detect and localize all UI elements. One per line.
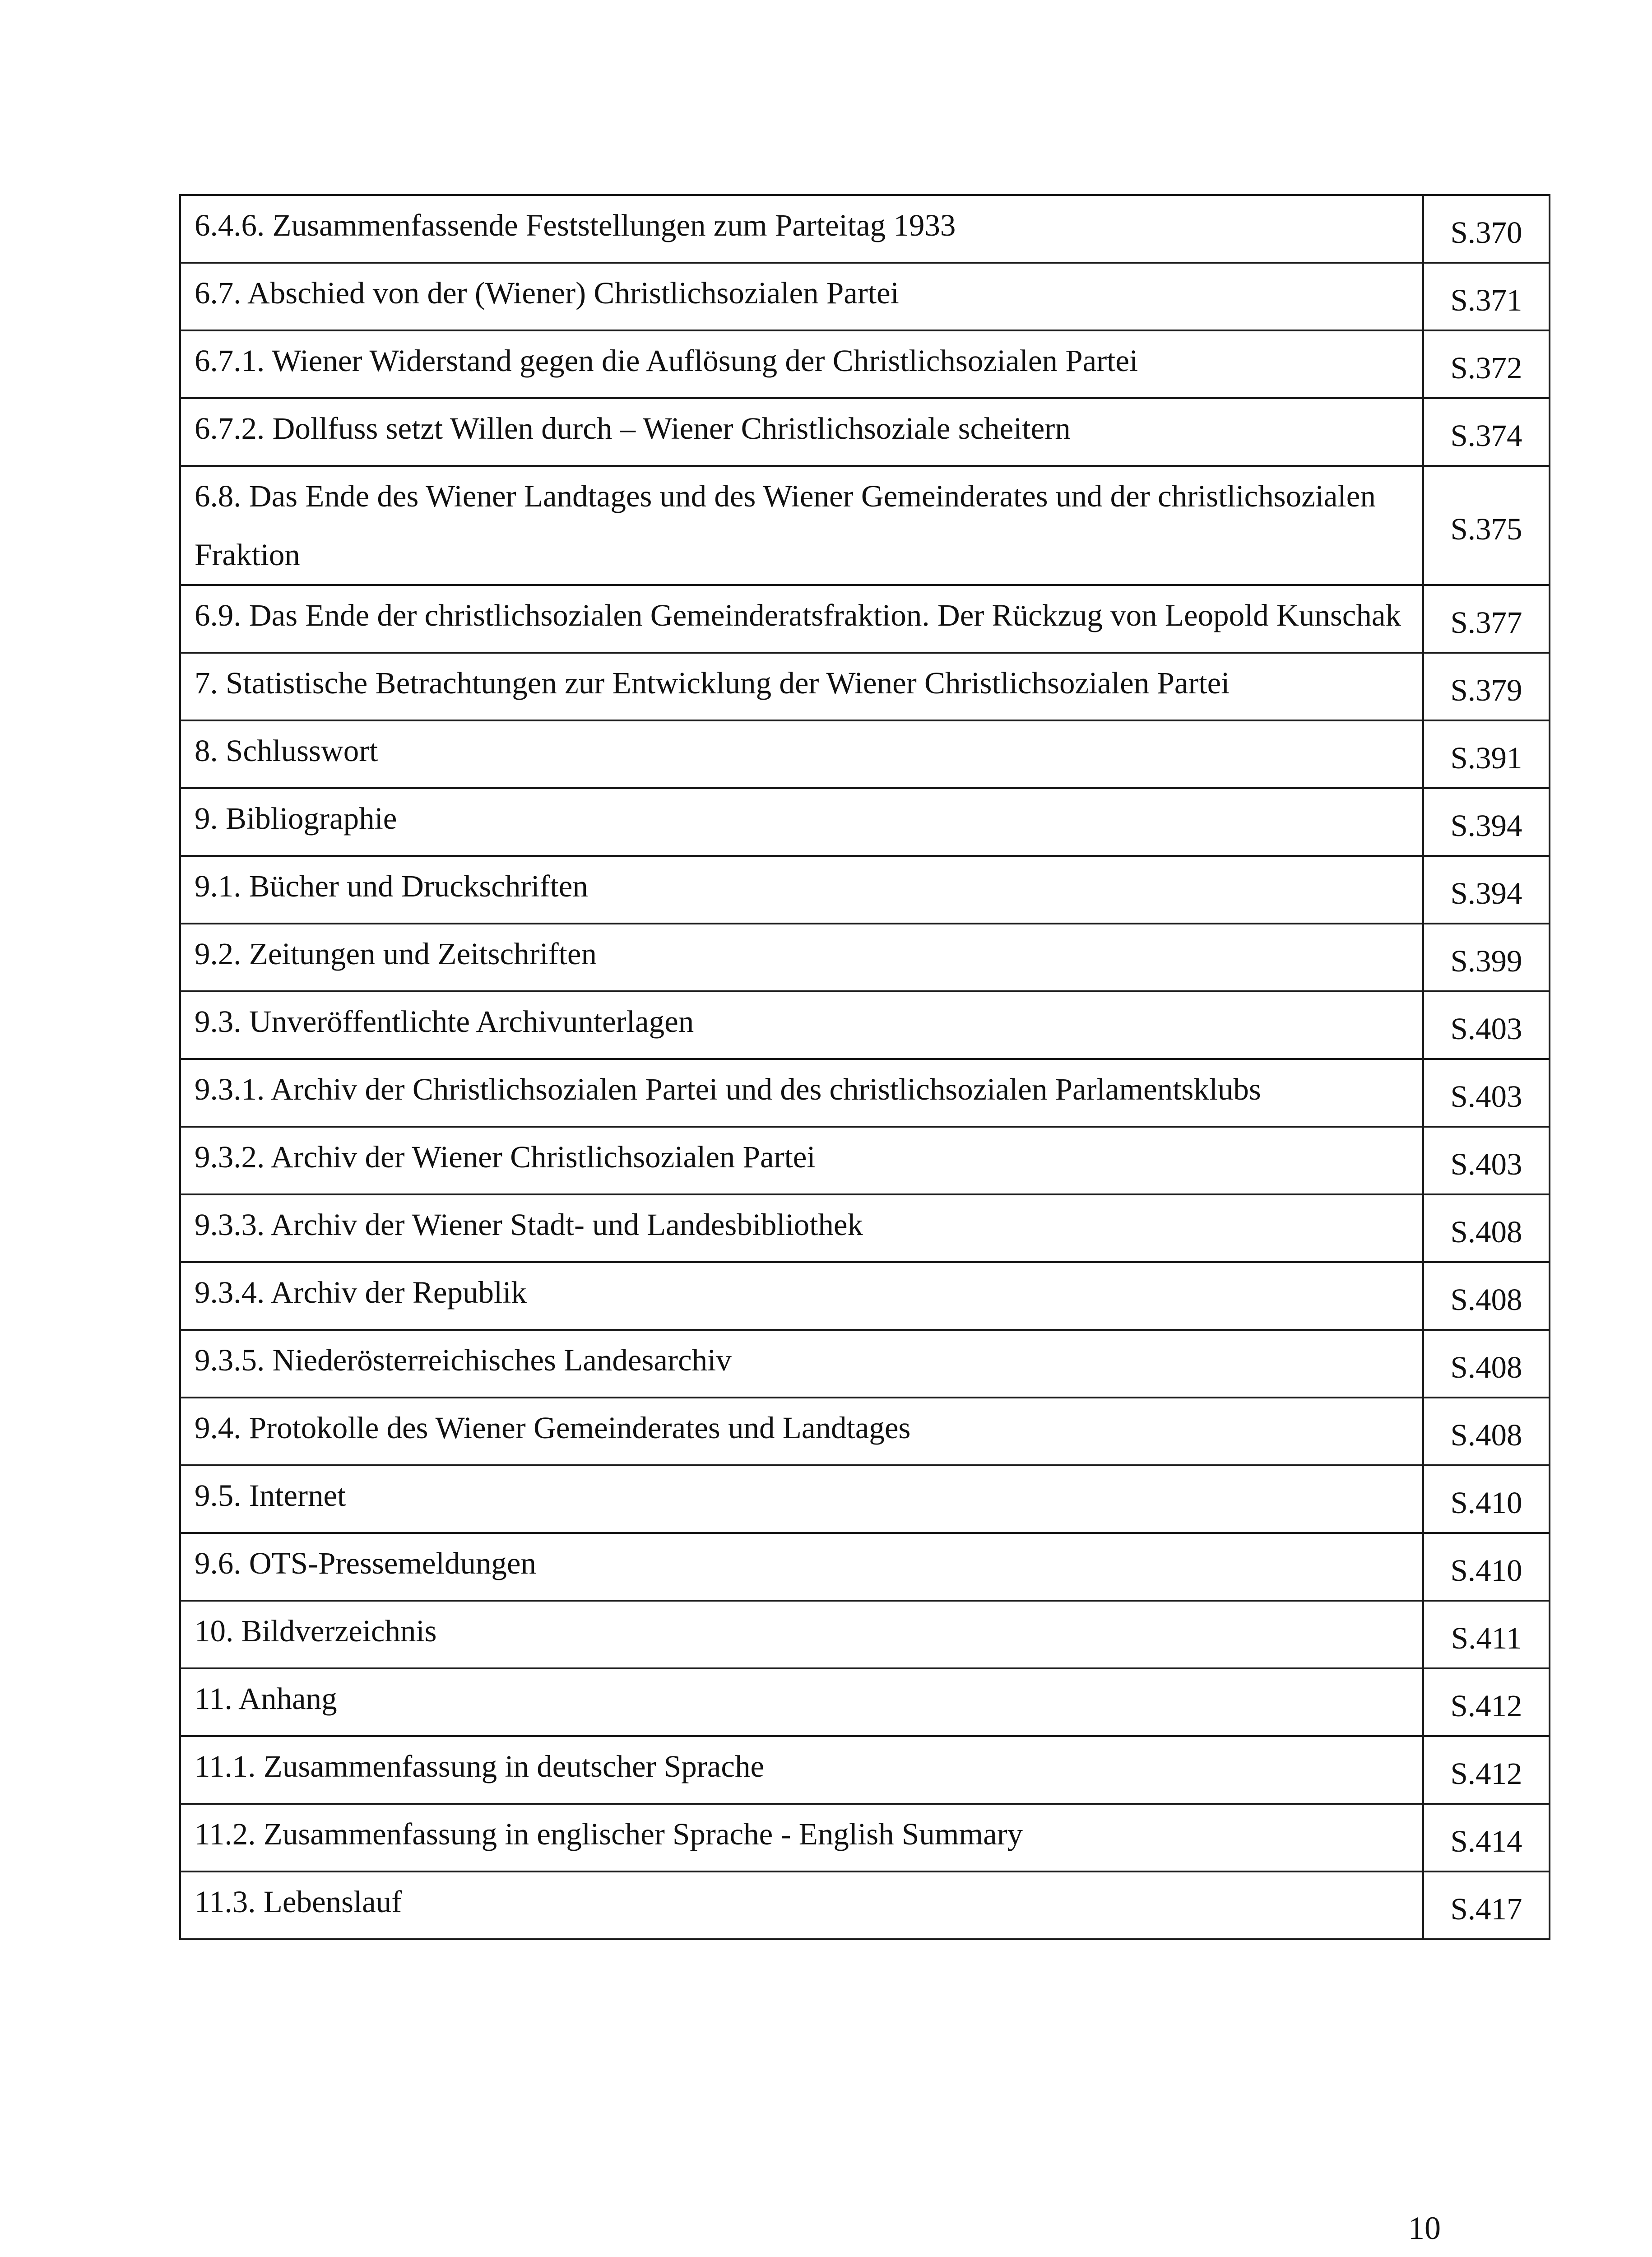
toc-row: [180, 1059, 1550, 1127]
toc-entry-title: 9.3.2. Archiv der Wiener Christlichsozialen Partei: [195, 1140, 816, 1174]
toc-row: [180, 924, 1550, 991]
toc-page-ref: S.377: [1423, 585, 1550, 653]
toc-entry-cell: [180, 330, 1423, 398]
toc-row: [180, 1872, 1550, 1939]
toc-page-ref: S.408: [1423, 1262, 1550, 1330]
toc-row: [180, 466, 1550, 585]
toc-row: [180, 1262, 1550, 1330]
toc-entry-title: 6.8. Das Ende des Wiener Landtages und des Wiener Gemeinderates und der christlichsozialen Fraktion: [195, 479, 1376, 572]
toc-entry-cell: [180, 924, 1423, 991]
toc-entry-title: 9.2. Zeitungen und Zeitschriften: [195, 937, 597, 971]
toc-entry-cell: [180, 653, 1423, 720]
toc-entry-cell: [180, 1330, 1423, 1398]
toc-entry-cell: [180, 466, 1423, 585]
toc-entry-title: 7. Statistische Betrachtungen zur Entwicklung der Wiener Christlichsozialen Partei: [195, 666, 1230, 700]
toc-entry-cell: [180, 1736, 1423, 1804]
toc-entry-title: 10. Bildverzeichnis: [195, 1614, 437, 1648]
toc-entry-cell: [180, 788, 1423, 856]
toc-entry-cell: [180, 1059, 1423, 1127]
toc-row: [180, 653, 1550, 720]
page-number: 10: [1408, 2210, 1441, 2246]
toc-row: [180, 1668, 1550, 1736]
toc-page-ref: S.417: [1423, 1872, 1550, 1939]
toc-entry-title: 11.2. Zusammenfassung in englischer Sprache - English Summary: [195, 1817, 1023, 1851]
toc-page-ref: S.412: [1423, 1668, 1550, 1736]
toc-entry-cell: [180, 1533, 1423, 1601]
toc-page-ref: S.371: [1423, 263, 1550, 330]
toc-entry-title: 11. Anhang: [195, 1681, 337, 1716]
toc-entry-title: 6.7.2. Dollfuss setzt Willen durch – Wiener Christlichsoziale scheitern: [195, 411, 1071, 446]
toc-row: [180, 788, 1550, 856]
toc-entry-title: 11.1. Zusammenfassung in deutscher Sprache: [195, 1749, 765, 1783]
toc-row: [180, 330, 1550, 398]
toc-row: [180, 991, 1550, 1059]
toc-page-ref: S.375: [1423, 466, 1550, 585]
toc-row: [180, 1736, 1550, 1804]
toc-entry-title: 8. Schlusswort: [195, 734, 378, 768]
toc-page-ref: S.379: [1423, 653, 1550, 720]
table-of-contents: [179, 194, 1550, 1940]
toc-page-ref: S.412: [1423, 1736, 1550, 1804]
toc-page-ref: S.410: [1423, 1533, 1550, 1601]
toc-page-ref: S.394: [1423, 788, 1550, 856]
toc-entry-title: 9.3. Unveröffentlichte Archivunterlagen: [195, 1004, 694, 1039]
toc-page-ref: S.391: [1423, 720, 1550, 788]
toc-row: [180, 1127, 1550, 1194]
toc-entry-cell: [180, 1194, 1423, 1262]
toc-row: [180, 856, 1550, 924]
toc-page-ref: S.374: [1423, 398, 1550, 466]
toc-page-ref: S.410: [1423, 1465, 1550, 1533]
toc-entry-title: 9.3.3. Archiv der Wiener Stadt- und Landesbibliothek: [195, 1207, 863, 1242]
toc-entry-cell: [180, 1804, 1423, 1872]
toc-entry-cell: [180, 720, 1423, 788]
toc-row: [180, 263, 1550, 330]
toc-row: [180, 720, 1550, 788]
toc-entry-title: 9.6. OTS-Pressemeldungen: [195, 1546, 536, 1580]
toc-entry-title: 9.3.5. Niederösterreichisches Landesarchiv: [195, 1343, 732, 1377]
toc-entry-title: 9.3.1. Archiv der Christlichsozialen Partei und des christlichsozialen Parlamentsklubs: [195, 1072, 1261, 1106]
toc-entry-title: 6.7.1. Wiener Widerstand gegen die Auflösung der Christlichsozialen Partei: [195, 344, 1138, 378]
toc-page-ref: S.372: [1423, 330, 1550, 398]
toc-entry-cell: [180, 1127, 1423, 1194]
toc-entry-cell: [180, 1601, 1423, 1668]
toc-entry-title: 6.9. Das Ende der christlichsozialen Gemeinderatsfraktion. Der Rückzug von Leopold Kunschak: [195, 598, 1401, 632]
toc-page-ref: S.408: [1423, 1194, 1550, 1262]
toc-entry-title: 9. Bibliographie: [195, 801, 397, 836]
toc-entry-title: 6.4.6. Zusammenfassende Feststellungen zum Parteitag 1933: [195, 208, 956, 242]
toc-page-ref: S.411: [1423, 1601, 1550, 1668]
toc-entry-title: 9.4. Protokolle des Wiener Gemeinderates und Landtages: [195, 1411, 911, 1445]
toc-page-ref: S.403: [1423, 1127, 1550, 1194]
toc-page-ref: S.403: [1423, 1059, 1550, 1127]
toc-row: [180, 398, 1550, 466]
toc-entry-cell: [180, 1872, 1423, 1939]
toc-page-ref: S.394: [1423, 856, 1550, 924]
toc-page-ref: S.414: [1423, 1804, 1550, 1872]
toc-entry-title: 9.5. Internet: [195, 1478, 346, 1513]
toc-entry-title: 9.1. Bücher und Druckschriften: [195, 869, 588, 903]
toc-entry-cell: [180, 1398, 1423, 1465]
toc-page-ref: S.399: [1423, 924, 1550, 991]
toc-entry-title: 9.3.4. Archiv der Republik: [195, 1275, 527, 1310]
toc-entry-cell: [180, 398, 1423, 466]
toc-row: [180, 195, 1550, 263]
toc-page-ref: S.408: [1423, 1398, 1550, 1465]
toc-row: [180, 1330, 1550, 1398]
toc-page-ref: S.408: [1423, 1330, 1550, 1398]
toc-entry-cell: [180, 1465, 1423, 1533]
toc-row: [180, 1533, 1550, 1601]
toc-body: [180, 195, 1550, 1939]
toc-row: [180, 1194, 1550, 1262]
toc-entry-title: 11.3. Lebenslauf: [195, 1885, 402, 1919]
toc-entry-cell: [180, 263, 1423, 330]
toc-page-ref: S.403: [1423, 991, 1550, 1059]
toc-row: [180, 1398, 1550, 1465]
toc-row: [180, 1601, 1550, 1668]
toc-row: [180, 585, 1550, 653]
toc-entry-cell: [180, 856, 1423, 924]
toc-page-ref: S.370: [1423, 195, 1550, 263]
toc-entry-cell: [180, 195, 1423, 263]
toc-entry-cell: [180, 585, 1423, 653]
toc-entry-cell: [180, 1262, 1423, 1330]
toc-row: [180, 1465, 1550, 1533]
toc-entry-cell: [180, 1668, 1423, 1736]
toc-row: [180, 1804, 1550, 1872]
toc-entry-cell: [180, 991, 1423, 1059]
toc-entry-title: 6.7. Abschied von der (Wiener) Christlichsozialen Partei: [195, 276, 899, 310]
